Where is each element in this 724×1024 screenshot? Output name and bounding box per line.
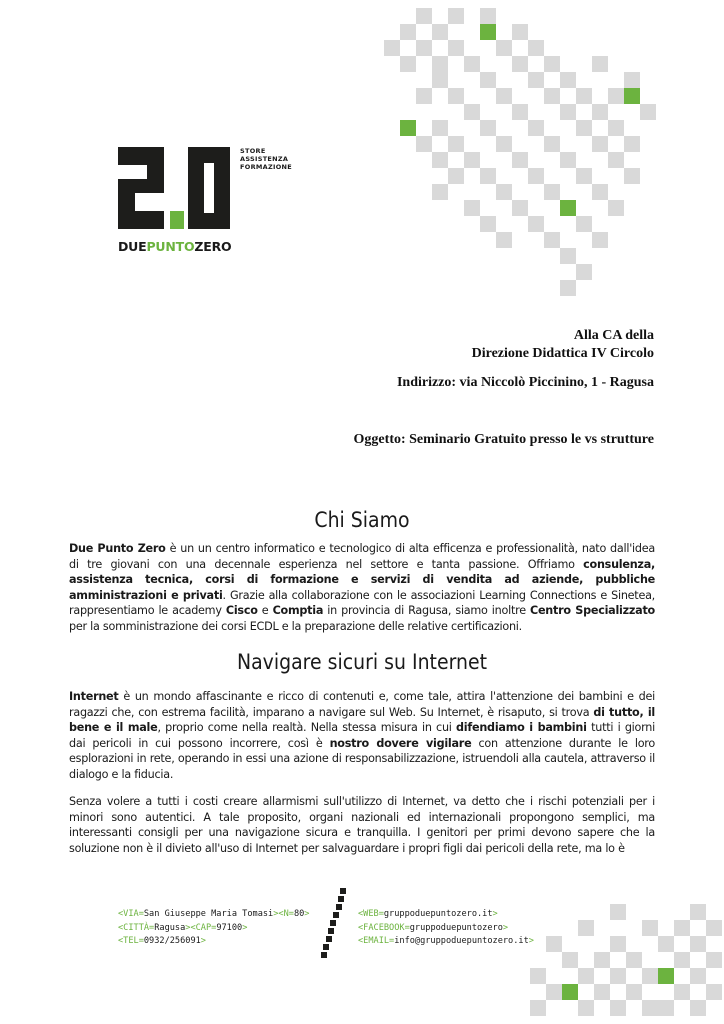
pixel-square	[562, 952, 578, 968]
pixel-square	[544, 136, 560, 152]
emph-text: Internet	[69, 690, 119, 703]
footer-key: >	[200, 936, 206, 946]
logo-word-due: DUE	[118, 239, 147, 254]
pixel-square	[400, 120, 416, 136]
footer-line-web	[358, 908, 534, 922]
pixel-square	[640, 104, 656, 120]
pixel-square	[480, 24, 496, 40]
pixel-square	[544, 184, 560, 200]
pixel-square	[432, 24, 448, 40]
recipient-line-2: Direzione Didattica IV Circolo	[471, 346, 654, 361]
pixel-square	[416, 136, 432, 152]
footer-key: >	[242, 922, 248, 933]
pixel-square	[448, 40, 464, 56]
pixel-square	[464, 104, 480, 120]
pixel-square	[512, 104, 528, 120]
pixel-square	[576, 216, 592, 232]
email-link[interactable]: info@gruppoduepuntozero.it	[394, 936, 529, 946]
letter-subject: Oggetto: Seminario Gratuito presso le vs strutture	[353, 432, 654, 447]
pixel-square	[592, 104, 608, 120]
emph-text: nostro dovere vigilare	[329, 736, 472, 750]
pixel-square	[690, 936, 706, 952]
pixel-square	[464, 56, 480, 72]
pixel-square	[626, 952, 642, 968]
facebook-link[interactable]: gruppoduepuntozero	[409, 922, 503, 933]
footer-key: <CITTÀ=	[118, 922, 155, 933]
pixel-square	[546, 984, 562, 1000]
pixel-square	[642, 920, 658, 936]
pixel-square	[528, 216, 544, 232]
pixel-square	[578, 920, 594, 936]
footer-line-address	[118, 908, 309, 922]
pixel-square	[674, 952, 690, 968]
pixel-square	[608, 88, 624, 104]
emph-text: Cisco	[225, 604, 258, 617]
body-text: e	[257, 604, 273, 617]
pixel-square	[496, 184, 512, 200]
pixel-square	[544, 88, 560, 104]
pixel-square	[690, 1000, 706, 1016]
footer-key: >	[304, 909, 310, 919]
footer-contact-right	[358, 908, 534, 949]
footer-key: <EMAIL=	[358, 936, 395, 946]
pixel-square	[610, 1000, 626, 1016]
logo-tagline-formazione: FORMAZIONE	[240, 163, 293, 172]
footer-line-city	[118, 922, 309, 936]
pixel-square	[400, 56, 416, 72]
pixel-square	[578, 1000, 594, 1016]
pixel-square	[560, 248, 576, 264]
emph-text: difendiamo i bambini	[456, 721, 587, 734]
pixel-square	[496, 88, 512, 104]
pixel-square	[658, 1000, 674, 1016]
pixel-square	[674, 984, 690, 1000]
body-text: , proprio come nella realtà. Nella stessa misura in cui	[157, 721, 457, 734]
pixel-square	[610, 968, 626, 984]
pixel-square	[530, 968, 546, 984]
section-title-chi-siamo: Chi Siamo	[314, 508, 410, 532]
footer-value: 0932/256091	[143, 936, 201, 946]
logo-wordmark	[118, 239, 231, 254]
pixel-square	[608, 152, 624, 168]
footer-line-phone	[118, 935, 309, 949]
pixel-square	[642, 1000, 658, 1016]
pixel-square	[448, 136, 464, 152]
pixel-square	[384, 40, 400, 56]
footer-line-facebook	[358, 922, 534, 936]
logo-tagline-assistenza: ASSISTENZA	[240, 155, 289, 164]
footer-line-email	[358, 935, 534, 949]
emph-text: Centro Specializzato	[529, 604, 655, 617]
footer-key: <TEL=	[118, 936, 144, 946]
pixel-square	[432, 120, 448, 136]
pixel-square	[416, 40, 432, 56]
pixel-square	[624, 72, 640, 88]
pixel-square	[576, 264, 592, 280]
pixel-square	[624, 88, 640, 104]
footer-pixel-slash-icon	[318, 888, 348, 958]
body-text: in provincia di Ragusa, siamo inoltre	[323, 604, 530, 617]
pixel-square	[594, 984, 610, 1000]
footer-key: >	[502, 922, 509, 933]
pixel-square	[432, 152, 448, 168]
emph-text: Comptia	[272, 604, 324, 617]
pixel-square	[578, 968, 594, 984]
logo-tagline-store: STORE	[240, 147, 266, 155]
pixel-square	[690, 904, 706, 920]
pixel-square	[432, 184, 448, 200]
pixel-square	[610, 936, 626, 952]
footer-key: <FACEBOOK=	[358, 922, 410, 933]
pixel-square	[544, 56, 560, 72]
body-text: tutti i giorni dai pericoli in cui possono incorrere, così è	[69, 721, 655, 750]
pixel-square	[594, 952, 610, 968]
recipient-address: Indirizzo: via Niccolò Piccinino, 1 - Ragusa	[396, 375, 654, 390]
pixel-square	[560, 200, 576, 216]
pixel-square	[512, 56, 528, 72]
pixel-square	[528, 40, 544, 56]
pixel-square	[528, 72, 544, 88]
pixel-square	[608, 120, 624, 136]
pixel-square	[546, 936, 562, 952]
pixel-square	[560, 280, 576, 296]
logo-mark-icon	[118, 147, 230, 229]
company-logo	[118, 147, 293, 257]
pixel-square	[544, 232, 560, 248]
pixel-square	[496, 136, 512, 152]
pixel-square	[592, 56, 608, 72]
pixel-square	[624, 168, 640, 184]
pixel-square	[658, 936, 674, 952]
pixel-square	[706, 984, 722, 1000]
pixel-square	[560, 152, 576, 168]
pixel-square	[592, 184, 608, 200]
paragraph-internet-2: Senza volere a tutti i costi creare allarmismi sull'utilizzo di Internet, va detto che i rischi potenziali per i minori sono autentici. A tale proposito, organi nazionali ed internazionali propongono semplici, ma interessanti consigli per una navigazione sicura e tranquilla. I genitori per primi devono sapere che la soluzione non è il divieto all'uso di Internet per salvaguardare i propri figli dai pericoli della rete, ma lo è	[69, 795, 655, 855]
pixel-square	[608, 200, 624, 216]
pixel-square	[706, 952, 722, 968]
pixel-square	[528, 120, 544, 136]
pixel-square	[706, 920, 722, 936]
footer-key: <WEB=	[358, 909, 384, 919]
body-text: per la somministrazione dei corsi ECDL e la preparazione delle relative certificazioni.	[69, 619, 522, 633]
website-link[interactable]: gruppoduepuntozero.it	[383, 909, 493, 919]
section-title-navigare-sicuri: Navigare sicuri su Internet	[236, 650, 488, 674]
logo-word-punto: PUNTO	[146, 239, 195, 254]
pixel-square	[480, 120, 496, 136]
pixel-square	[432, 56, 448, 72]
pixel-square	[576, 88, 592, 104]
body-text: . Grazie alla collaborazione con le associazioni Learning Connections e Sinetea, rappresentiamo le academy	[69, 588, 655, 617]
pixel-square	[674, 920, 690, 936]
pixel-square	[562, 984, 578, 1000]
pixel-square	[512, 24, 528, 40]
pixel-square	[690, 968, 706, 984]
footer-value: Ragusa	[154, 922, 186, 933]
footer-value: 80	[293, 909, 305, 919]
pixel-square	[528, 168, 544, 184]
footer-key: >	[492, 909, 498, 919]
pixel-square	[530, 1000, 546, 1016]
pixel-square	[624, 136, 640, 152]
pixel-square	[560, 104, 576, 120]
emph-text: Due Punto Zero	[69, 542, 166, 555]
footer-key: ><CAP=	[185, 922, 217, 933]
pixel-square	[448, 8, 464, 24]
pixel-square	[480, 216, 496, 232]
pixel-square	[464, 152, 480, 168]
emph-text: di tutto, il bene e il male	[69, 705, 656, 734]
logo-tagline	[240, 147, 292, 172]
pixel-square	[642, 968, 658, 984]
pixel-square	[658, 968, 674, 984]
pixel-square	[576, 168, 592, 184]
pixel-square	[512, 200, 528, 216]
pixel-square	[480, 8, 496, 24]
pixel-square	[416, 88, 432, 104]
body-text: è un un centro informatico e tecnologico di alta efficenza e professionalità, nato dall'idea di tre giovani con una decennale esperienza nel settore e tanta passione. Offriamo	[69, 542, 655, 571]
pixel-square	[432, 72, 448, 88]
pixel-square	[480, 168, 496, 184]
pixel-square	[496, 232, 512, 248]
pixel-square	[592, 232, 608, 248]
body-text: è un mondo affascinante e ricco di contenuti e, come tale, attira l'attenzione dei bambini e dei ragazzi che, con estrema facilità, imparano a navigare sul Web. Su Internet, è risaputo, si trova	[69, 690, 655, 719]
footer-key: >	[528, 936, 534, 946]
pixel-square	[464, 200, 480, 216]
body-text: con attenzione durante le loro esplorazioni in rete, operando in essi una azione di responsabilizzazione, istruendoli alla cautela, attraverso il dialogo e la fiducia.	[69, 736, 656, 781]
footer-key: ><N=	[273, 909, 294, 919]
pixel-square	[448, 168, 464, 184]
emph-text: consulenza, assistenza tecnica, corsi di formazione e servizi di vendita ad aziende, pubbliche amministrazioni e privati	[69, 557, 655, 602]
footer-contact-left	[118, 908, 309, 949]
pixel-square	[400, 24, 416, 40]
recipient-line-1: Alla CA della	[573, 328, 654, 343]
pixel-square	[512, 152, 528, 168]
pixel-square	[496, 40, 512, 56]
pixel-square	[416, 8, 432, 24]
logo-word-zero: ZERO	[194, 239, 232, 254]
footer-key: <VIA=	[118, 909, 144, 919]
pixel-square	[480, 72, 496, 88]
pixel-square	[560, 72, 576, 88]
paragraph-chi-siamo	[69, 541, 655, 634]
pixel-square	[448, 88, 464, 104]
pixel-square	[576, 120, 592, 136]
pixel-square	[610, 904, 626, 920]
paragraph-internet-1	[69, 689, 655, 782]
footer-value: San Giuseppe Maria Tomasi	[143, 909, 274, 919]
pixel-square	[592, 136, 608, 152]
pixel-square	[626, 984, 642, 1000]
footer-value: 97100	[216, 922, 243, 933]
